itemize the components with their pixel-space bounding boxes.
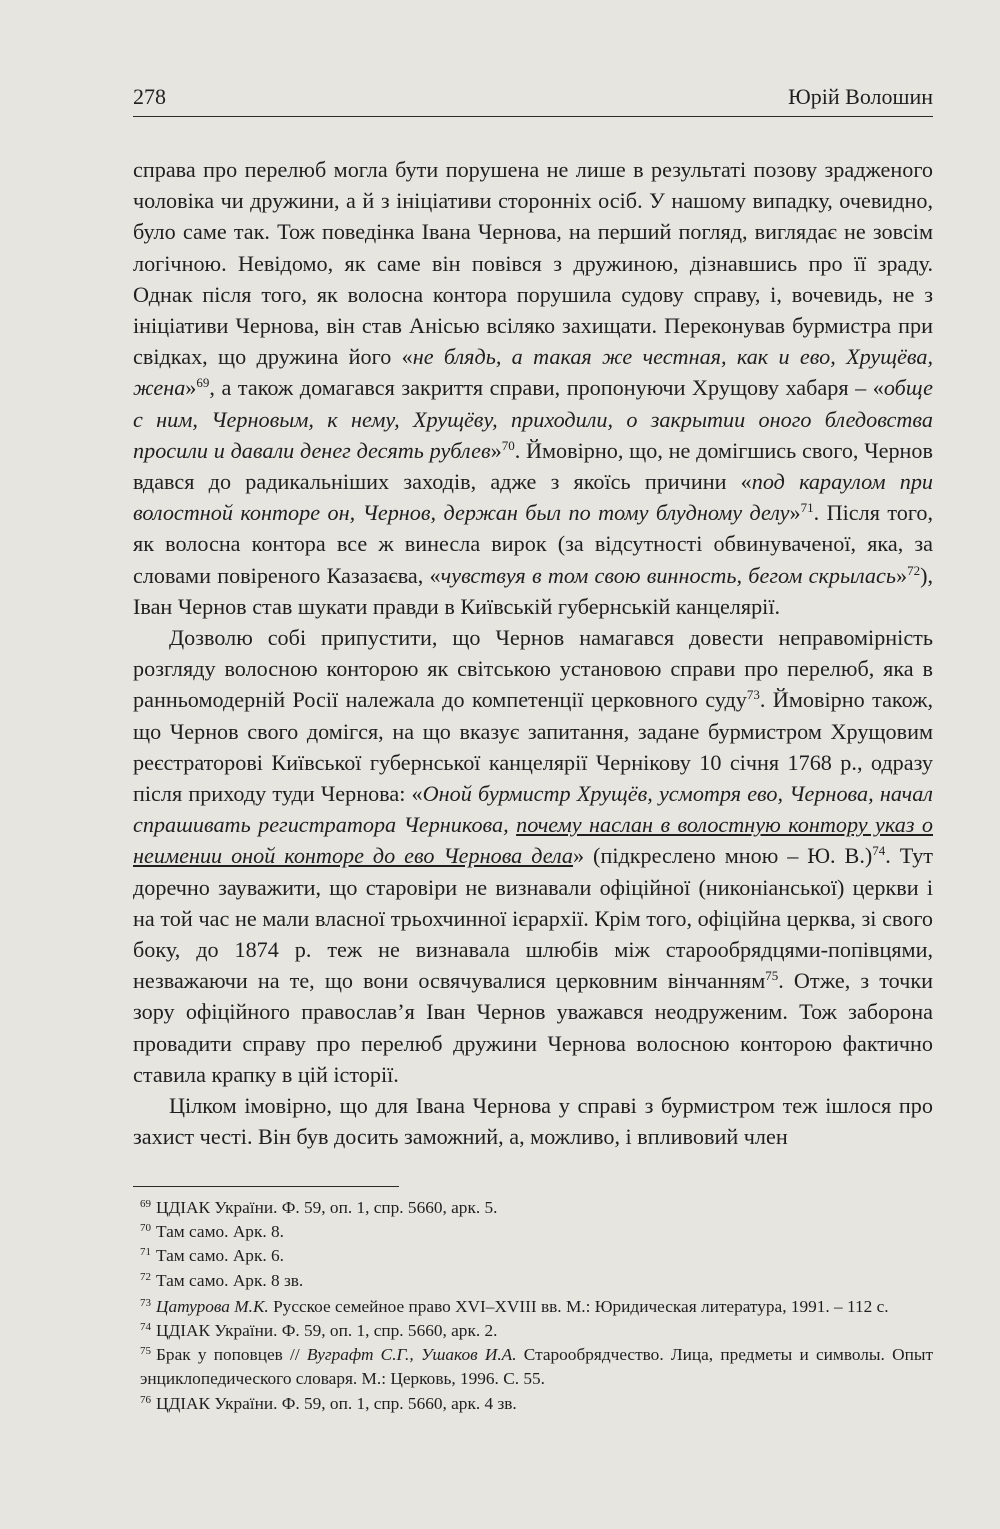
footnote-ref[interactable]: 73 xyxy=(746,687,760,703)
underlined-quote: почему наслан в волостную контору указ о неимении оной конторе до ево Чернова дела xyxy=(133,812,933,869)
footnote-ref[interactable]: 72 xyxy=(907,562,921,578)
footnote-ref[interactable]: 70 xyxy=(501,437,515,453)
footnote-separator xyxy=(133,1186,399,1187)
footnote-ref[interactable]: 75 xyxy=(765,968,779,984)
footnote-ref[interactable]: 74 xyxy=(872,843,886,859)
footnote-74: $^{74}$ ЦДІАК України. Ф. 59, оп. 1, спр. 5660, арк. 2. xyxy=(140,1321,498,1341)
page-number: 278 xyxy=(133,84,166,109)
main-text xyxy=(133,154,933,1153)
footnote-69: $^{69}$ ЦДІАК України. Ф. 59, оп. 1, спр. 5660, арк. 5. xyxy=(140,1198,498,1217)
running-head-author: Юрій Волошин xyxy=(788,84,933,109)
footnote-75: $^{75}$ Брак у поповцев // Вуграфт С.Г., Ушаков И.А. Старообрядчество. Лица, предметы и символы. Опыт энциклопедического словаря. М.: Церковь, 1996. С. 55. xyxy=(140,1345,934,1389)
footnote-ref[interactable]: 71 xyxy=(800,500,814,516)
footnote-71: $^{71}$ Там само. Арк. 6. xyxy=(140,1246,284,1266)
footnotes xyxy=(140,1196,933,1416)
paragraph-2: Дозволю собі припустити, що Чернов намагався довести неправомірність розгляду волосною конторою як світською установою справи про перелюб, яка в ранньомодерній Росії належала до компетенції церковного суду$^{73}$. Ймовірно також, що Чернов свого домігся, на що вказує запитання, задане бурмистром Хрущовим реєстраторові Київської губернської канцелярії Чернікову 10 січня 1768 р., одразу після приходу туди Чернова: «Оной бурмистр Хрущёв, усмотря ево, Чернова, начал спрашивать регистратора Черникова, почему наслан в волостную контору указ о неимении оной конторе до ево Чернова дела» (підкреслено мною – Ю. В.)$^{74}$. Тут доречно зауважити, що старовіри не визнавали офіційної (никоніанської) церкви і на той час не мали власної трьохчинної ієрархії. Крім того, офіційна церква, зі свого боку, до 1874 р. теж не визнавала шлюбів між старообрядцями-попівцями, незважаючи на те, що вони освячувалися церковним вінчанням$^{75}$. Отже, з точки зору офіційного православ’я Іван Чернов уважався неодруженим. Тож заборона провадити справу про перелюб дружини Чернова волосною конторою фактично ставила крапку в цій історії. xyxy=(133,625,933,1087)
footnote-73: $^{73}$ Цатурова М.К. Русское семейное право XVI–XVIII вв. М.: Юридическая литература, 1991. – 112 с. xyxy=(140,1296,889,1316)
paragraph-1: справа про перелюб могла бути порушена не лише в результаті позову зрадженого чоловіка чи дружини, а й з ініціативи сторонніх осіб. У нашому випадку, очевидно, було саме так. Тож поведінка Івана Чернова, на перший погляд, виглядає не зовсім логічною. Невідомо, як саме він повівся з дружиною, дізнавшись про її зраду. Однак після того, як волосна контора порушила судову справу, і, вочевидь, не з ініціативи Чернова, він став Анісью всіляко захищати. Переконував бурмистра при свідках, що дружина його «не блядь, а такая же честная, как и ево, Хрущёва, жена»$^{69}$, а також домагався закриття справи, пропонуючи Хрущову хабаря – «обще с ним, Черновым, к нему, Хрущёву, приходили, о закрытии оного бледовства просили и давали денег десять рублев»$^{70}$. Ймовірно, що, не домігшись свого, Чернов вдався до радикальніших заходів, адже з якоїсь причини «под караулом при волостной конторе он, Чернов, держан был по тому блудному делу»$^{71}$. Після того, як волосна контора все ж винесла вирок (за відсутності обвинуваченої, яка, за словами повіреного Казазаєва, «чувствуя в том свою винность, бегом скрылась»$^{72}$), Іван Чернов став шукати правди в Київській губернській канцелярії. xyxy=(133,157,934,619)
paragraph-3: Цілком імовірно, що для Івана Чернова у справі з бурмистром теж ішлося про захист честі. Він був досить заможний, а, можливо, і впливовий член xyxy=(133,1093,933,1150)
footnote-72: $^{72}$ Там само. Арк. 8 зв. xyxy=(140,1270,304,1290)
footnote-70: $^{70}$ Там само. Арк. 8. xyxy=(140,1222,284,1242)
footnote-76: $^{76}$ ЦДІАК України. Ф. 59, оп. 1, спр. 5660, арк. 4 зв. xyxy=(140,1393,517,1413)
header-rule xyxy=(133,116,933,117)
footnote-ref[interactable]: 69 xyxy=(196,375,210,391)
